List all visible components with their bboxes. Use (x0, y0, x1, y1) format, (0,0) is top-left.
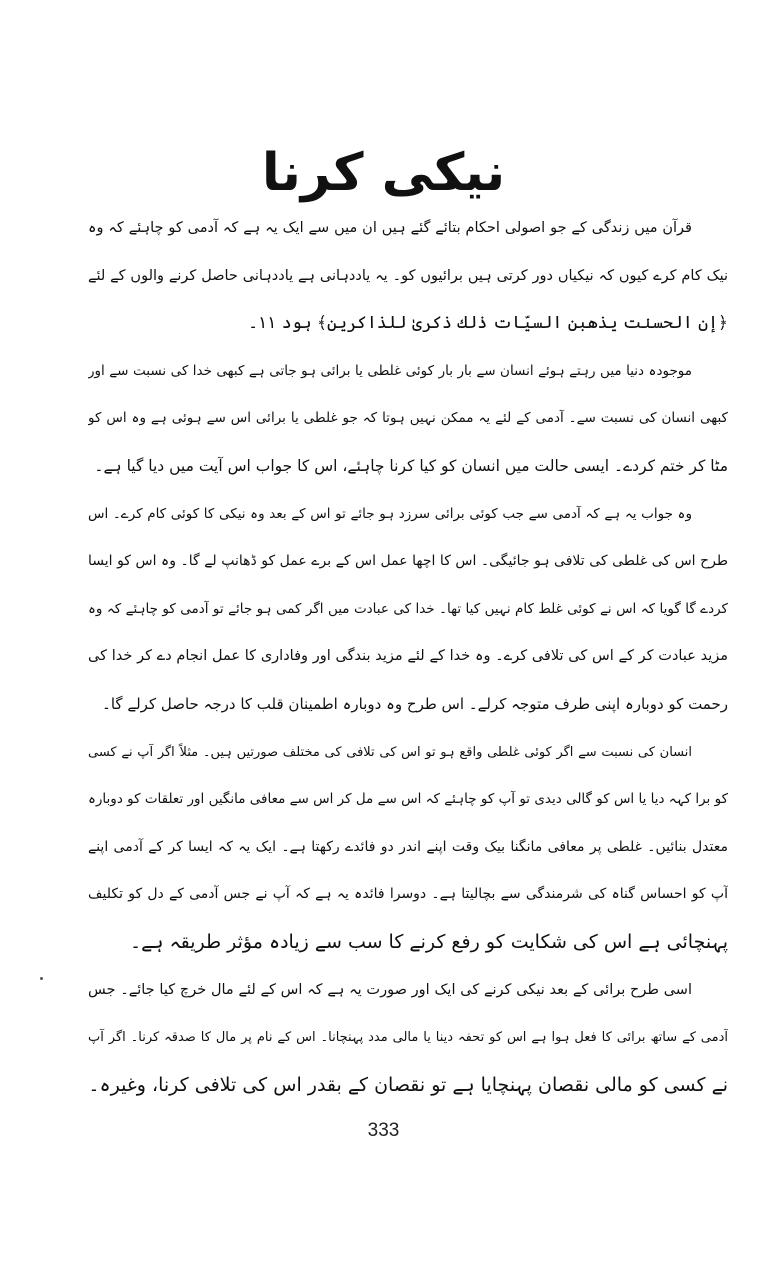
page-title: نیکی کرنا (261, 143, 506, 203)
text-line: مزید عبادت کر کے اس کی تلافی کرے۔ وہ خدا کے لئے مزید بندگی اور وفاداری کا عمل انجام دے کر خدا کی (88, 648, 728, 665)
quran-verse-line: ﴿إن الحسنٰت يذهبن السيّات ذٰلك ذكرىٰ للذاكرين﴾ ہود ۱۱۔ (248, 313, 728, 334)
text-line: پہنچائی ہے اس کی شکایت کو رفع کرنے کا سب سے زیادہ مؤثر طریقہ ہے۔ (130, 930, 728, 953)
text-line: وہ جواب یہ ہے کہ آدمی سے جب کوئی برائی سرزد ہو جائے تو اس کے بعد وہ نیکی کا کوئی کام کرے۔ اس (88, 505, 692, 522)
text-line: اسی طرح برائی کے بعد نیکی کرنے کی ایک اور صورت یہ ہے کہ اس کے لئے مال خرچ کیا جائے۔ جس (88, 981, 692, 998)
page-number: 333 (367, 1120, 400, 1141)
scan-speck (40, 977, 43, 980)
text-line: طرح اس کی غلطی کی تلافی ہو جائیگی۔ اس کا اچھا عمل اس کے برے عمل کو ڈھانپ لے گا۔ وہ اس کو ایسا (88, 553, 728, 570)
text-line: کو برا کہہ دیا یا اس کو گالی دیدی تو آپ کو چاہئے کہ اس سے مل کر اس سے معافی مانگیں اور تعلقات کو دوبارہ (88, 791, 728, 808)
text-line: موجودہ دنیا میں رہتے ہوئے انسان سے بار بار کوئی غلطی یا برائی ہو جاتی ہے کبھی خدا کی نسبت سے اور (88, 362, 692, 379)
text-line: انسان کی نسبت سے اگر کوئی غلطی واقع ہو تو اس کی تلافی کی مختلف صورتیں ہیں۔ مثلاً اگر آپ نے کسی (88, 744, 692, 760)
text-line: معتدل بنائیں۔ غلطی پر معافی مانگنا بیک وقت اپنے اندر دو فائدے رکھتا ہے۔ ایک یہ کہ ایسا کر کے آدمی اپنے (88, 838, 728, 855)
text-line: قرآن میں زندگی کے جو اصولی احکام بتائے گئے ہیں ان میں سے ایک یہ ہے کہ آدمی کو چاہئے کہ وہ (88, 220, 692, 236)
text-line: نیک کام کرے کیوں کہ نیکیاں دور کرتی ہیں برائیوں کو۔ یہ یاددہانی ہے یاددہانی حاصل کرنے والوں کے لئے (88, 267, 728, 284)
text-line: رحمت کو دوبارہ اپنی طرف متوجہ کرلے۔ اس طرح وہ دوبارہ اطمینان قلب کا درجہ حاصل کرلے گا۔ (102, 694, 728, 713)
text-line: آپ کو احساس گناہ کی شرمندگی سے بچالیتا ہے۔ دوسرا فائدہ یہ ہے کہ آپ نے جس آدمی کے دل کو تکلیف (88, 886, 728, 903)
body-text (88, 205, 728, 1109)
text-line: مٹا کر ختم کردے۔ ایسی حالت میں انسان کو کیا کرنا چاہئے، اس کا جواب اس آیت میں دیا گیا ہے۔ (94, 456, 728, 475)
text-line: آدمی کے ساتھ برائی کا فعل ہوا ہے اس کو تحفہ دینا یا مالی مدد پہنچانا۔ اس کے نام پر مال کا صدقہ کرنا۔ اگر آپ (88, 1030, 728, 1046)
text-line: نے کسی کو مالی نقصان پہنچایا ہے تو نقصان کے بقدر اس کی تلافی کرنا، وغیرہ۔ (88, 1073, 728, 1096)
text-line: کردے گا گویا کہ اس نے کوئی غلط کام نہیں کیا تھا۔ خدا کی عبادت میں اگر کمی ہو جائے تو آدمی کو چاہئے کہ وہ (88, 600, 728, 617)
text-line: کبھی انسان کی نسبت سے۔ آدمی کے لئے یہ ممکن نہیں ہوتا کہ جو غلطی یا برائی اس سے ہوئی ہے وہ اس کو (88, 410, 728, 427)
